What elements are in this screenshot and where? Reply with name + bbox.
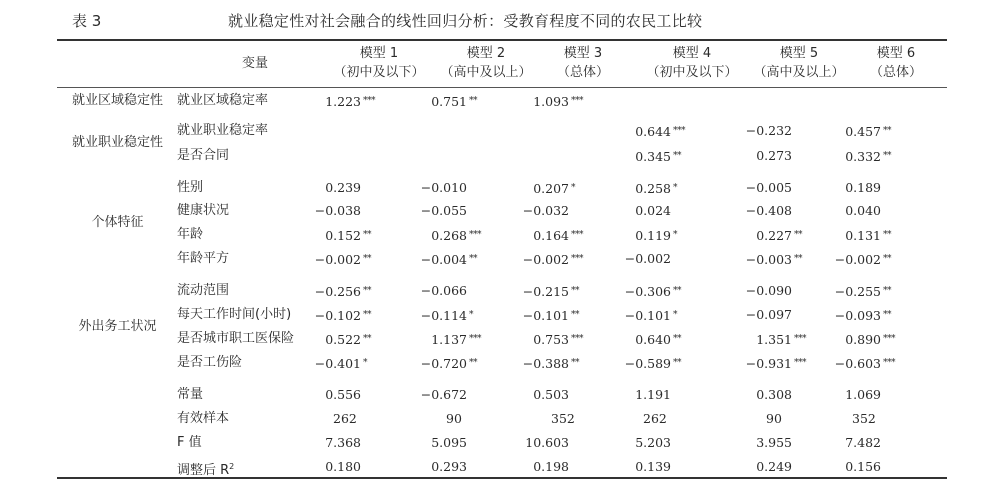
table-cell [315, 203, 385, 219]
cell-value: 0.156 [845, 459, 881, 474]
table-cell [533, 180, 593, 197]
cell-value: 0.751 [431, 94, 467, 109]
model-group: （初中及以下） [646, 65, 738, 80]
table-cell [315, 283, 385, 300]
cell-value: 0.345 [635, 149, 671, 164]
table-cell [421, 180, 491, 196]
header-model-6 [858, 44, 934, 82]
table-cell [421, 251, 491, 268]
table-cell [746, 307, 816, 323]
table-cell [756, 227, 816, 244]
table-cell [635, 435, 695, 451]
cell-value: −0.038 [314, 203, 361, 218]
table-cell [746, 123, 816, 139]
table-cell [533, 93, 593, 110]
table-cell [325, 435, 385, 451]
table-cell [325, 459, 385, 475]
significance-stars: *** [794, 334, 806, 344]
table-cell [845, 459, 905, 475]
model-name: 模型 5 [779, 46, 819, 61]
cell-value: 5.203 [635, 435, 671, 450]
group-label: 就业区域稳定性 [71, 93, 163, 108]
significance-stars: ** [363, 286, 371, 296]
cell-value: −0.032 [522, 203, 569, 218]
variable-label: 就业区域稳定率 [177, 93, 269, 108]
table-cell [766, 411, 806, 427]
significance-stars: ** [794, 230, 802, 240]
model-group: （高中及以上） [440, 65, 532, 80]
table-cell [625, 283, 695, 300]
cell-value: 0.503 [533, 387, 569, 402]
header-variable: 变量 [241, 56, 268, 71]
model-name: 模型 1 [359, 46, 399, 61]
table-cell [845, 180, 905, 196]
table-cell [325, 180, 385, 196]
variable-label: 性别 [177, 180, 204, 195]
significance-stars: * [571, 183, 575, 193]
variable-label: 是否城市职工医保险 [177, 331, 295, 346]
table-cell [746, 180, 816, 196]
cell-value: 0.753 [533, 332, 569, 347]
cell-value: −0.232 [745, 123, 792, 138]
header-rule [57, 87, 947, 88]
cell-value: 0.268 [431, 228, 467, 243]
significance-stars: ** [571, 358, 579, 368]
table-cell [421, 355, 491, 372]
table-cell [431, 435, 491, 451]
cell-value: −0.093 [834, 308, 881, 323]
table-cell [325, 387, 385, 403]
model-group: （总体） [869, 65, 922, 80]
cell-value: 0.239 [325, 180, 361, 195]
model-name: 模型 2 [466, 46, 506, 61]
cell-value: 7.368 [325, 435, 361, 450]
variable-label: 年龄 [177, 227, 204, 242]
table-cell [533, 459, 593, 475]
significance-stars: * [673, 310, 677, 320]
significance-stars: ** [883, 230, 891, 240]
cell-value: 0.139 [635, 459, 671, 474]
table-cell [756, 387, 816, 403]
significance-stars: ** [363, 310, 371, 320]
cell-value: −0.401 [314, 356, 361, 371]
cell-value: 352 [551, 411, 575, 426]
table-cell [835, 283, 905, 300]
cell-value: −0.004 [420, 252, 467, 267]
table-cell [845, 123, 905, 140]
cell-value: −0.005 [745, 180, 792, 195]
table-cell [845, 148, 905, 165]
significance-stars: ** [883, 254, 891, 264]
variable-label: 是否工伤险 [177, 355, 243, 370]
significance-stars: ** [673, 334, 681, 344]
significance-stars: ** [883, 126, 891, 136]
table-cell [746, 203, 816, 219]
variable-label: 每天工作时间(小时) [177, 307, 292, 322]
cell-value: 1.069 [845, 387, 881, 402]
table-cell [333, 411, 381, 427]
cell-value: −0.603 [834, 356, 881, 371]
cell-value: −0.101 [624, 308, 671, 323]
significance-stars: ** [363, 254, 371, 264]
significance-stars: *** [469, 334, 481, 344]
cell-value: −0.102 [314, 308, 361, 323]
cell-value: −0.090 [745, 283, 792, 298]
table-cell [845, 435, 905, 451]
cell-value: 1.093 [533, 94, 569, 109]
cell-value: −0.215 [522, 284, 569, 299]
significance-stars: *** [794, 358, 806, 368]
significance-stars: *** [571, 334, 583, 344]
cell-value: 262 [333, 411, 357, 426]
top-rule [57, 39, 947, 41]
table-cell [315, 307, 385, 324]
significance-stars: ** [363, 334, 371, 344]
cell-value: −0.255 [834, 284, 881, 299]
cell-value: 0.207 [533, 181, 569, 196]
superscript: 2 [229, 462, 235, 471]
variable-label: 就业职业稳定率 [177, 123, 269, 138]
table-cell [625, 307, 695, 324]
cell-value: 0.308 [756, 387, 792, 402]
significance-stars: *** [469, 230, 481, 240]
cell-value: 0.249 [756, 459, 792, 474]
cell-value: 0.198 [533, 459, 569, 474]
table-cell [756, 148, 816, 164]
significance-stars: * [673, 230, 677, 240]
model-group: （初中及以下） [333, 65, 425, 80]
table-cell [635, 180, 695, 197]
significance-stars: ** [883, 286, 891, 296]
table-cell [325, 93, 385, 110]
model-group: （总体） [556, 65, 609, 80]
header-model-4 [638, 44, 746, 82]
cell-value: 262 [643, 411, 667, 426]
table-cell [756, 331, 816, 348]
significance-stars: ** [363, 230, 371, 240]
table-cell [625, 355, 695, 372]
cell-value: 0.164 [533, 228, 569, 243]
table-cell [756, 459, 816, 475]
cell-value: 0.152 [325, 228, 361, 243]
significance-stars: ** [469, 358, 477, 368]
table-cell [533, 387, 593, 403]
cell-value: −0.002 [522, 252, 569, 267]
cell-value: 5.095 [431, 435, 467, 450]
table-cell [835, 355, 905, 372]
variable-label: 流动范围 [177, 283, 230, 298]
cell-value: −0.931 [745, 356, 792, 371]
cell-value: 1.223 [325, 94, 361, 109]
significance-stars: ** [794, 254, 802, 264]
table-cell [431, 459, 491, 475]
cell-value: 0.522 [325, 332, 361, 347]
cell-value: −0.010 [420, 180, 467, 195]
cell-value: 0.640 [635, 332, 671, 347]
table-cell [431, 331, 491, 348]
table-cell [635, 387, 695, 403]
header-model-1 [325, 44, 433, 82]
table-cell [421, 283, 491, 299]
cell-value: 0.040 [845, 203, 881, 218]
significance-stars: * [363, 358, 367, 368]
cell-value: 90 [766, 411, 782, 426]
header-model-5 [745, 44, 853, 82]
variable-label: 健康状况 [177, 203, 230, 218]
cell-value: −0.097 [745, 307, 792, 322]
table-cell [523, 307, 593, 324]
cell-value: −0.408 [745, 203, 792, 218]
significance-stars: * [673, 183, 677, 193]
table-cell [533, 227, 593, 244]
significance-stars: * [469, 310, 473, 320]
model-name: 模型 3 [563, 46, 603, 61]
significance-stars: *** [673, 126, 685, 136]
table-cell [533, 331, 593, 348]
table-cell [845, 227, 905, 244]
table-caption [0, 8, 992, 32]
table-cell [635, 227, 695, 244]
cell-value: −0.672 [420, 387, 467, 402]
cell-value: 1.351 [756, 332, 792, 347]
cell-value: 0.119 [635, 228, 671, 243]
table-cell [421, 387, 491, 403]
cell-value: 1.137 [431, 332, 467, 347]
cell-value: 0.556 [325, 387, 361, 402]
significance-stars: *** [363, 96, 375, 106]
cell-value: −0.114 [420, 308, 467, 323]
cell-value: −0.066 [420, 283, 467, 298]
table-cell [523, 355, 593, 372]
cell-value: 352 [852, 411, 876, 426]
significance-stars: *** [571, 230, 583, 240]
table-cell [431, 93, 491, 110]
variable-label: 调整后 $R^2$ [177, 462, 235, 478]
table-cell [523, 283, 593, 300]
table-cell [635, 459, 695, 475]
significance-stars: ** [673, 286, 681, 296]
table-title: 就业稳定性对社会融合的线性回归分析：受教育程度不同的农民工比较 [228, 12, 703, 30]
table-cell [431, 227, 491, 244]
cell-value: 0.180 [325, 459, 361, 474]
table-cell [635, 331, 695, 348]
group-label: 个体特征 [91, 215, 144, 230]
significance-stars: ** [469, 254, 477, 264]
table-cell [551, 411, 599, 427]
group-label: 就业职业稳定性 [71, 135, 163, 150]
cell-value: 7.482 [845, 435, 881, 450]
cell-value: −0.306 [624, 284, 671, 299]
model-name: 模型 4 [672, 46, 712, 61]
cell-value: 0.273 [756, 148, 792, 163]
table-cell [845, 331, 905, 348]
table-cell [315, 355, 385, 372]
cell-value: −0.388 [522, 356, 569, 371]
significance-stars: *** [883, 334, 895, 344]
cell-value: −0.101 [522, 308, 569, 323]
table-cell [523, 251, 593, 268]
cell-value: 0.258 [635, 181, 671, 196]
cell-value: −0.002 [624, 251, 671, 266]
table-cell [315, 251, 385, 268]
cell-value: 0.644 [635, 124, 671, 139]
cell-value: −0.720 [420, 356, 467, 371]
model-name: 模型 6 [876, 46, 916, 61]
significance-stars: ** [883, 310, 891, 320]
cell-value: 10.603 [525, 435, 569, 450]
table-cell [845, 387, 905, 403]
cell-value: 0.227 [756, 228, 792, 243]
table-cell [756, 435, 816, 451]
cell-value: −0.002 [314, 252, 361, 267]
variable-label: F 值 [177, 435, 202, 450]
table-cell [523, 203, 593, 219]
table-cell [746, 251, 816, 268]
header-model-2 [432, 44, 540, 82]
table-label: 表 3 [72, 12, 102, 30]
cell-value: −0.256 [314, 284, 361, 299]
table-cell [746, 283, 816, 299]
cell-value: 0.189 [845, 180, 881, 195]
cell-value: 3.955 [756, 435, 792, 450]
significance-stars: ** [673, 358, 681, 368]
table-cell [525, 435, 593, 451]
significance-stars: *** [883, 358, 895, 368]
table-cell [835, 307, 905, 324]
table-cell [746, 355, 816, 372]
model-group: （高中及以上） [753, 65, 845, 80]
variable-label: 有效样本 [177, 411, 230, 426]
header-model-3 [545, 44, 621, 82]
table-cell [643, 411, 691, 427]
cell-value: 0.131 [845, 228, 881, 243]
table-cell [635, 148, 695, 165]
cell-value: 90 [446, 411, 462, 426]
cell-value: −0.055 [420, 203, 467, 218]
group-label: 外出务工状况 [78, 319, 157, 334]
table-cell [446, 411, 486, 427]
cell-value: −0.003 [745, 252, 792, 267]
table-cell [635, 123, 695, 140]
significance-stars: ** [469, 96, 477, 106]
variable-label: 是否合同 [177, 148, 230, 163]
cell-value: 0.293 [431, 459, 467, 474]
cell-value: −0.589 [624, 356, 671, 371]
table-cell [625, 251, 695, 267]
table-cell [845, 203, 905, 219]
table-cell [852, 411, 900, 427]
significance-stars: ** [571, 286, 579, 296]
table-cell [421, 203, 491, 219]
table-cell [421, 307, 491, 324]
cell-value: 0.332 [845, 149, 881, 164]
significance-stars: *** [571, 254, 583, 264]
table-cell [835, 251, 905, 268]
cell-value: −0.002 [834, 252, 881, 267]
variable-label: 常量 [177, 387, 204, 402]
table-cell [325, 331, 385, 348]
table-cell [325, 227, 385, 244]
cell-value: 0.890 [845, 332, 881, 347]
significance-stars: *** [571, 96, 583, 106]
cell-value: 1.191 [635, 387, 671, 402]
cell-value: 0.024 [635, 203, 671, 218]
cell-value: 0.457 [845, 124, 881, 139]
significance-stars: ** [883, 151, 891, 161]
significance-stars: ** [571, 310, 579, 320]
variable-label: 年龄平方 [177, 251, 230, 266]
table-cell [635, 203, 695, 219]
significance-stars: ** [673, 151, 681, 161]
